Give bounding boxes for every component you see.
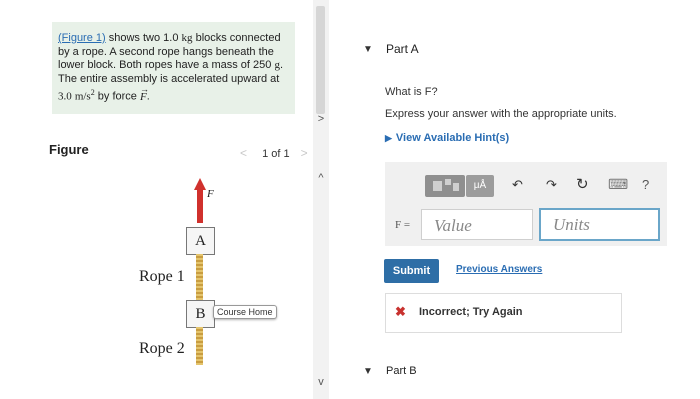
template-blocks-icon	[425, 175, 465, 197]
problem-text-part: .	[279, 59, 284, 72]
redo-icon[interactable]: ↷	[546, 177, 557, 192]
acceleration-exponent: 2	[90, 88, 95, 98]
force-label	[207, 188, 214, 200]
figure-prev-button[interactable]: <	[240, 146, 248, 160]
keyboard-icon[interactable]: ⌨	[608, 176, 629, 192]
force-arrow-icon	[193, 178, 213, 224]
block-b: B	[186, 300, 215, 328]
question-text-value: What is F?	[385, 86, 438, 98]
problem-text-part: .	[146, 91, 150, 104]
problem-text-part: by force	[94, 91, 140, 104]
vector-arrow-icon: →	[139, 84, 149, 95]
acceleration-value: 3.0	[58, 91, 72, 104]
part-a-collapse-icon[interactable]: ▼	[363, 44, 373, 55]
expand-triangle-icon: ▶	[385, 133, 392, 143]
feedback-text: Incorrect; Try Again	[419, 306, 523, 318]
incorrect-x-icon: ✖	[395, 304, 406, 319]
figure-page-indicator: 1 of 1	[262, 148, 290, 160]
part-b-collapse-icon[interactable]: ▼	[363, 366, 373, 377]
unit-kg: kg	[181, 32, 193, 44]
view-hints-label: View Available Hint(s)	[395, 132, 510, 144]
figure-link[interactable]: (Figure 1)	[58, 32, 106, 44]
problem-text-part: blocks connected	[192, 32, 281, 44]
figure-title: Figure	[49, 142, 89, 157]
problem-text-part: lower block. Both ropes have a mass of 250	[58, 59, 272, 72]
previous-answers-link[interactable]: Previous Answers	[456, 264, 543, 275]
answer-variable-label: F =	[395, 219, 411, 231]
view-hints-link[interactable]	[385, 132, 509, 144]
problem-text	[58, 32, 290, 105]
rope-1	[196, 254, 203, 300]
problem-text-part: shows two 1.0	[105, 32, 179, 44]
scroll-up-icon[interactable]: ^	[318, 172, 324, 184]
rope-2	[196, 327, 203, 365]
acceleration-unit: m/s	[74, 91, 91, 104]
undo-icon[interactable]: ↶	[512, 177, 523, 192]
problem-text-part: by a rope. A second rope hangs beneath the	[58, 45, 274, 58]
question-text	[385, 86, 438, 98]
chevron-right-icon[interactable]: >	[317, 113, 325, 125]
submit-button[interactable]: Submit	[384, 259, 439, 283]
scroll-down-icon[interactable]: v	[318, 376, 324, 388]
rope-1-label: Rope 1	[139, 268, 185, 285]
course-home-tooltip: Course Home	[213, 305, 277, 319]
rope-2-label: Rope 2	[139, 340, 185, 357]
unit-g: g	[274, 59, 280, 72]
block-a: A	[186, 227, 215, 255]
figure-next-button[interactable]: >	[300, 146, 308, 160]
instruction-text: Express your answer with the appropriate units.	[385, 108, 617, 120]
force-label-letter: F	[207, 188, 214, 200]
force-symbol-letter: F	[139, 91, 147, 104]
scrollbar-thumb[interactable]	[316, 6, 325, 114]
part-a-label[interactable]: Part A	[386, 42, 419, 56]
part-b-label[interactable]: Part B	[386, 365, 417, 377]
units-symbols-button[interactable]: μÅ	[466, 175, 494, 197]
units-placeholder: Units	[553, 215, 590, 234]
units-input[interactable]	[539, 208, 660, 241]
value-placeholder: Value	[434, 216, 472, 235]
templates-button[interactable]	[425, 175, 465, 197]
reset-icon[interactable]: ↻	[576, 176, 589, 193]
figure-navigation	[240, 146, 308, 160]
problem-text-part: The entire assembly is accelerated upward at	[58, 72, 280, 85]
value-input[interactable]	[421, 209, 533, 240]
help-icon[interactable]: ?	[642, 177, 650, 192]
force-symbol	[139, 84, 149, 104]
